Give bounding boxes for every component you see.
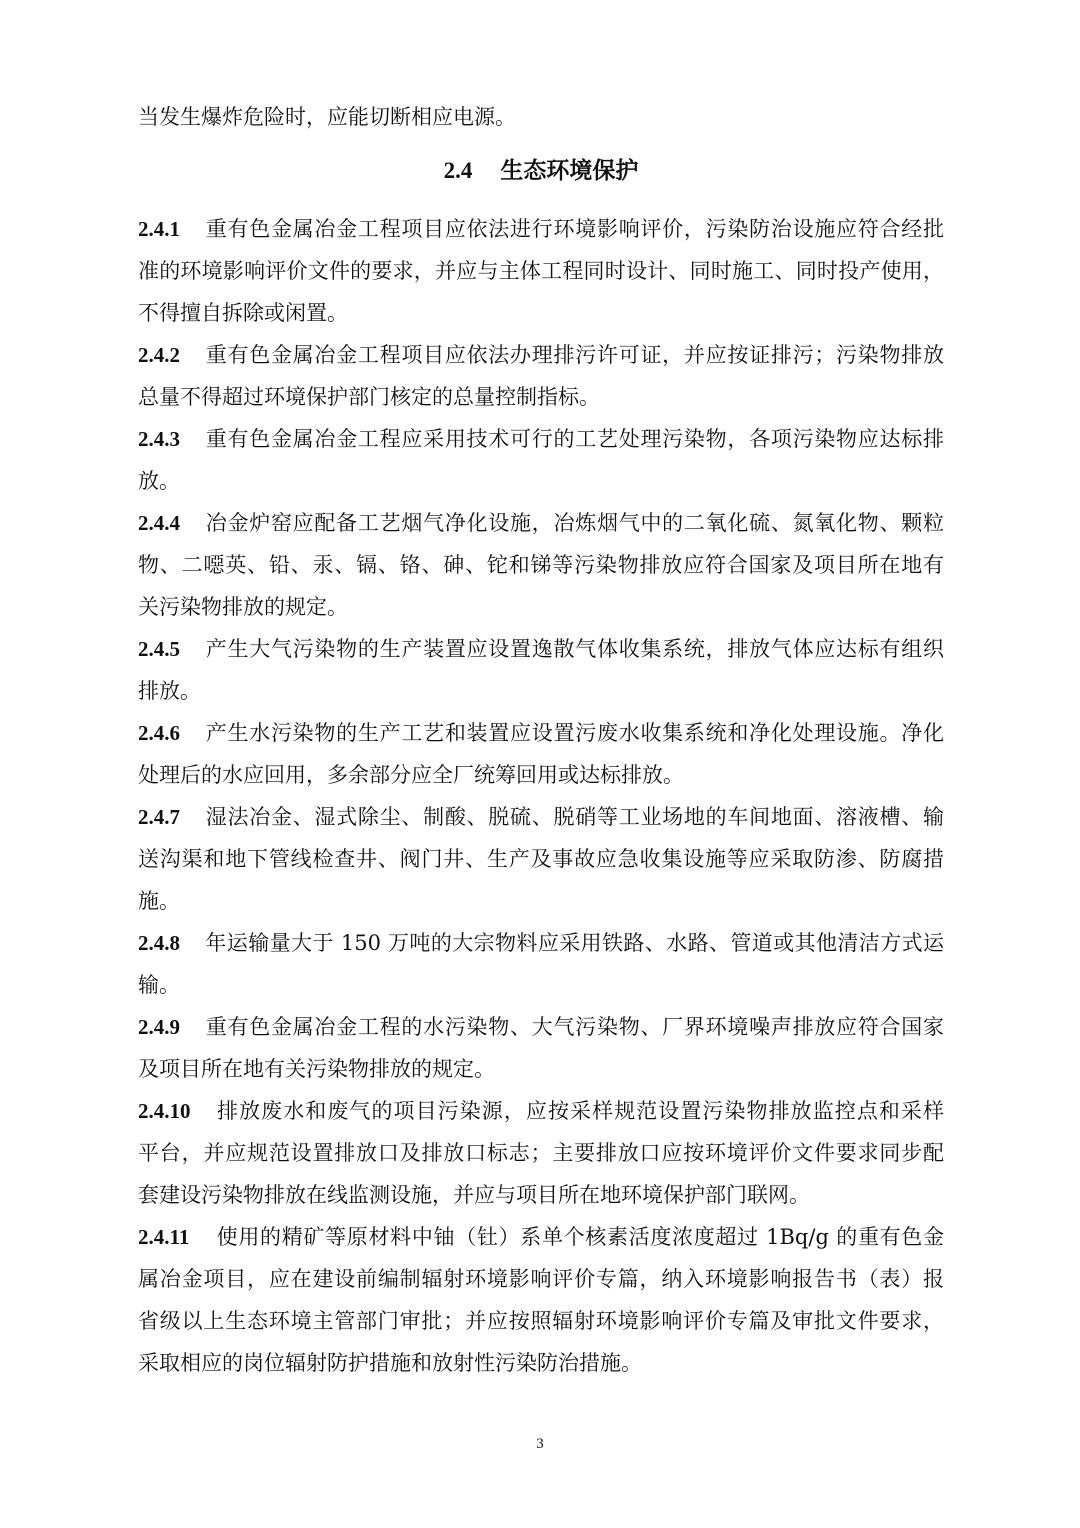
page-number: 3 [536, 1436, 544, 1452]
clause-text: 关污染物排放的规定。 [138, 595, 348, 619]
clause-line [138, 1258, 944, 1300]
clause-text: 放。 [138, 469, 180, 493]
clause-number: 2.4.7 [138, 805, 180, 829]
clause-number: 2.4.3 [138, 427, 180, 451]
clause-text: 平台，并应规范设置排放口及排放口标志；主要排放口应按环境评价文件要求同步配 [138, 1141, 944, 1165]
clause-number: 2.4.4 [138, 511, 180, 535]
clause-number: 2.4.9 [138, 1015, 180, 1039]
clause-line [138, 1342, 944, 1384]
clause-line [138, 1216, 944, 1258]
clause-line [138, 670, 944, 712]
clause-text: 年运输量大于 150 万吨的大宗物料应采用铁路、水路、管道或其他清洁方式运 [205, 931, 944, 955]
clause-line [138, 628, 944, 670]
section-heading [138, 150, 944, 192]
clause-text: 重有色金属冶金工程项目应依法进行环境影响评价，污染防治设施应符合经批 [205, 217, 944, 241]
clause-2-4-1 [138, 208, 944, 334]
clause-line [138, 250, 944, 292]
clause-text: 重有色金属冶金工程的水污染物、大气污染物、厂界环境噪声排放应符合国家 [205, 1015, 944, 1039]
clause-text: 重有色金属冶金工程项目应依法办理排污许可证，并应按证排污；污染物排放 [205, 343, 944, 367]
clause-line [138, 1090, 944, 1132]
clause-text: 重有色金属冶金工程应采用技术可行的工艺处理污染物，各项污染物应达标排 [205, 427, 944, 451]
clause-line [138, 334, 944, 376]
clause-text: 省级以上生态环境主管部门审批；并应按照辐射环境影响评价专篇及审批文件要求， [138, 1309, 944, 1333]
clause-text: 冶金炉窑应配备工艺烟气净化设施，冶炼烟气中的二氧化硫、氮氧化物、颗粒 [205, 511, 944, 535]
clause-line [138, 418, 944, 460]
clause-line [138, 460, 944, 502]
clause-list [138, 208, 944, 1384]
clause-line [138, 1048, 944, 1090]
clause-line [138, 376, 944, 418]
clause-2-4-11 [138, 1216, 944, 1384]
clause-line [138, 712, 944, 754]
clause-text: 采取相应的岗位辐射防护措施和放射性污染防治措施。 [138, 1351, 642, 1375]
clause-2-4-7 [138, 796, 944, 922]
clause-2-4-5 [138, 628, 944, 712]
clause-text: 湿法冶金、湿式除尘、制酸、脱硫、脱硝等工业场地的车间地面、溶液槽、输 [205, 805, 944, 829]
clause-2-4-4 [138, 502, 944, 628]
clause-line [138, 964, 944, 1006]
clause-line [138, 586, 944, 628]
document-page [138, 96, 944, 1384]
clause-number: 2.4.5 [138, 637, 180, 661]
clause-2-4-3 [138, 418, 944, 502]
clause-number: 2.4.6 [138, 721, 180, 745]
section-number: 2.4 [443, 158, 473, 183]
section-title: 生态环境保护 [500, 157, 639, 184]
clause-text: 物、二噁英、铅、汞、镉、铬、砷、铊和锑等污染物排放应符合国家及项目所在地有 [138, 553, 944, 577]
clause-text: 属冶金项目，应在建设前编制辐射环境影响评价专篇，纳入环境影响报告书（表）报 [138, 1267, 944, 1291]
clause-number: 2.4.2 [138, 343, 180, 367]
clause-text: 使用的精矿等原材料中铀（钍）系单个核素活度浓度超过 1Bq/g 的重有色金 [216, 1225, 944, 1249]
clause-line [138, 754, 944, 796]
clause-number: 2.4.11 [138, 1225, 190, 1249]
clause-text: 不得擅自拆除或闲置。 [138, 301, 348, 325]
clause-2-4-8 [138, 922, 944, 1006]
intro-line: 当发生爆炸危险时，应能切断相应电源。 [138, 105, 516, 129]
clause-line [138, 208, 944, 250]
clause-text: 处理后的水应回用，多余部分应全厂统筹回用或达标排放。 [138, 763, 684, 787]
clause-text: 及项目所在地有关污染物排放的规定。 [138, 1057, 495, 1081]
clause-line [138, 796, 944, 838]
clause-line [138, 880, 944, 922]
clause-text: 产生大气污染物的生产装置应设置逸散气体收集系统，排放气体应达标有组织 [205, 637, 944, 661]
clause-text: 施。 [138, 889, 180, 913]
clause-text: 准的环境影响评价文件的要求，并应与主体工程同时设计、同时施工、同时投产使用， [138, 259, 944, 283]
clause-2-4-6 [138, 712, 944, 796]
clause-number: 2.4.1 [138, 217, 180, 241]
clause-line [138, 922, 944, 964]
clause-line [138, 544, 944, 586]
clause-text: 输。 [138, 973, 180, 997]
clause-number: 2.4.8 [138, 931, 180, 955]
clause-line [138, 502, 944, 544]
clause-line [138, 838, 944, 880]
clause-2-4-10 [138, 1090, 944, 1216]
clause-text: 送沟渠和地下管线检查井、阀门井、生产及事故应急收集设施等应采取防渗、防腐措 [138, 847, 944, 871]
clause-number: 2.4.10 [138, 1099, 191, 1123]
clause-line [138, 1174, 944, 1216]
clause-line [138, 1132, 944, 1174]
clause-text: 排放。 [138, 679, 201, 703]
clause-2-4-2 [138, 334, 944, 418]
clause-text: 排放废水和废气的项目污染源，应按采样规范设置污染物排放监控点和采样 [216, 1099, 944, 1123]
clause-line [138, 1006, 944, 1048]
clause-2-4-9 [138, 1006, 944, 1090]
clause-line [138, 292, 944, 334]
clause-text: 套建设污染物排放在线监测设施，并应与项目所在地环境保护部门联网。 [138, 1183, 810, 1207]
clause-text: 总量不得超过环境保护部门核定的总量控制指标。 [138, 385, 600, 409]
clause-text: 产生水污染物的生产工艺和装置应设置污废水收集系统和净化处理设施。净化 [205, 721, 944, 745]
clause-line [138, 1300, 944, 1342]
